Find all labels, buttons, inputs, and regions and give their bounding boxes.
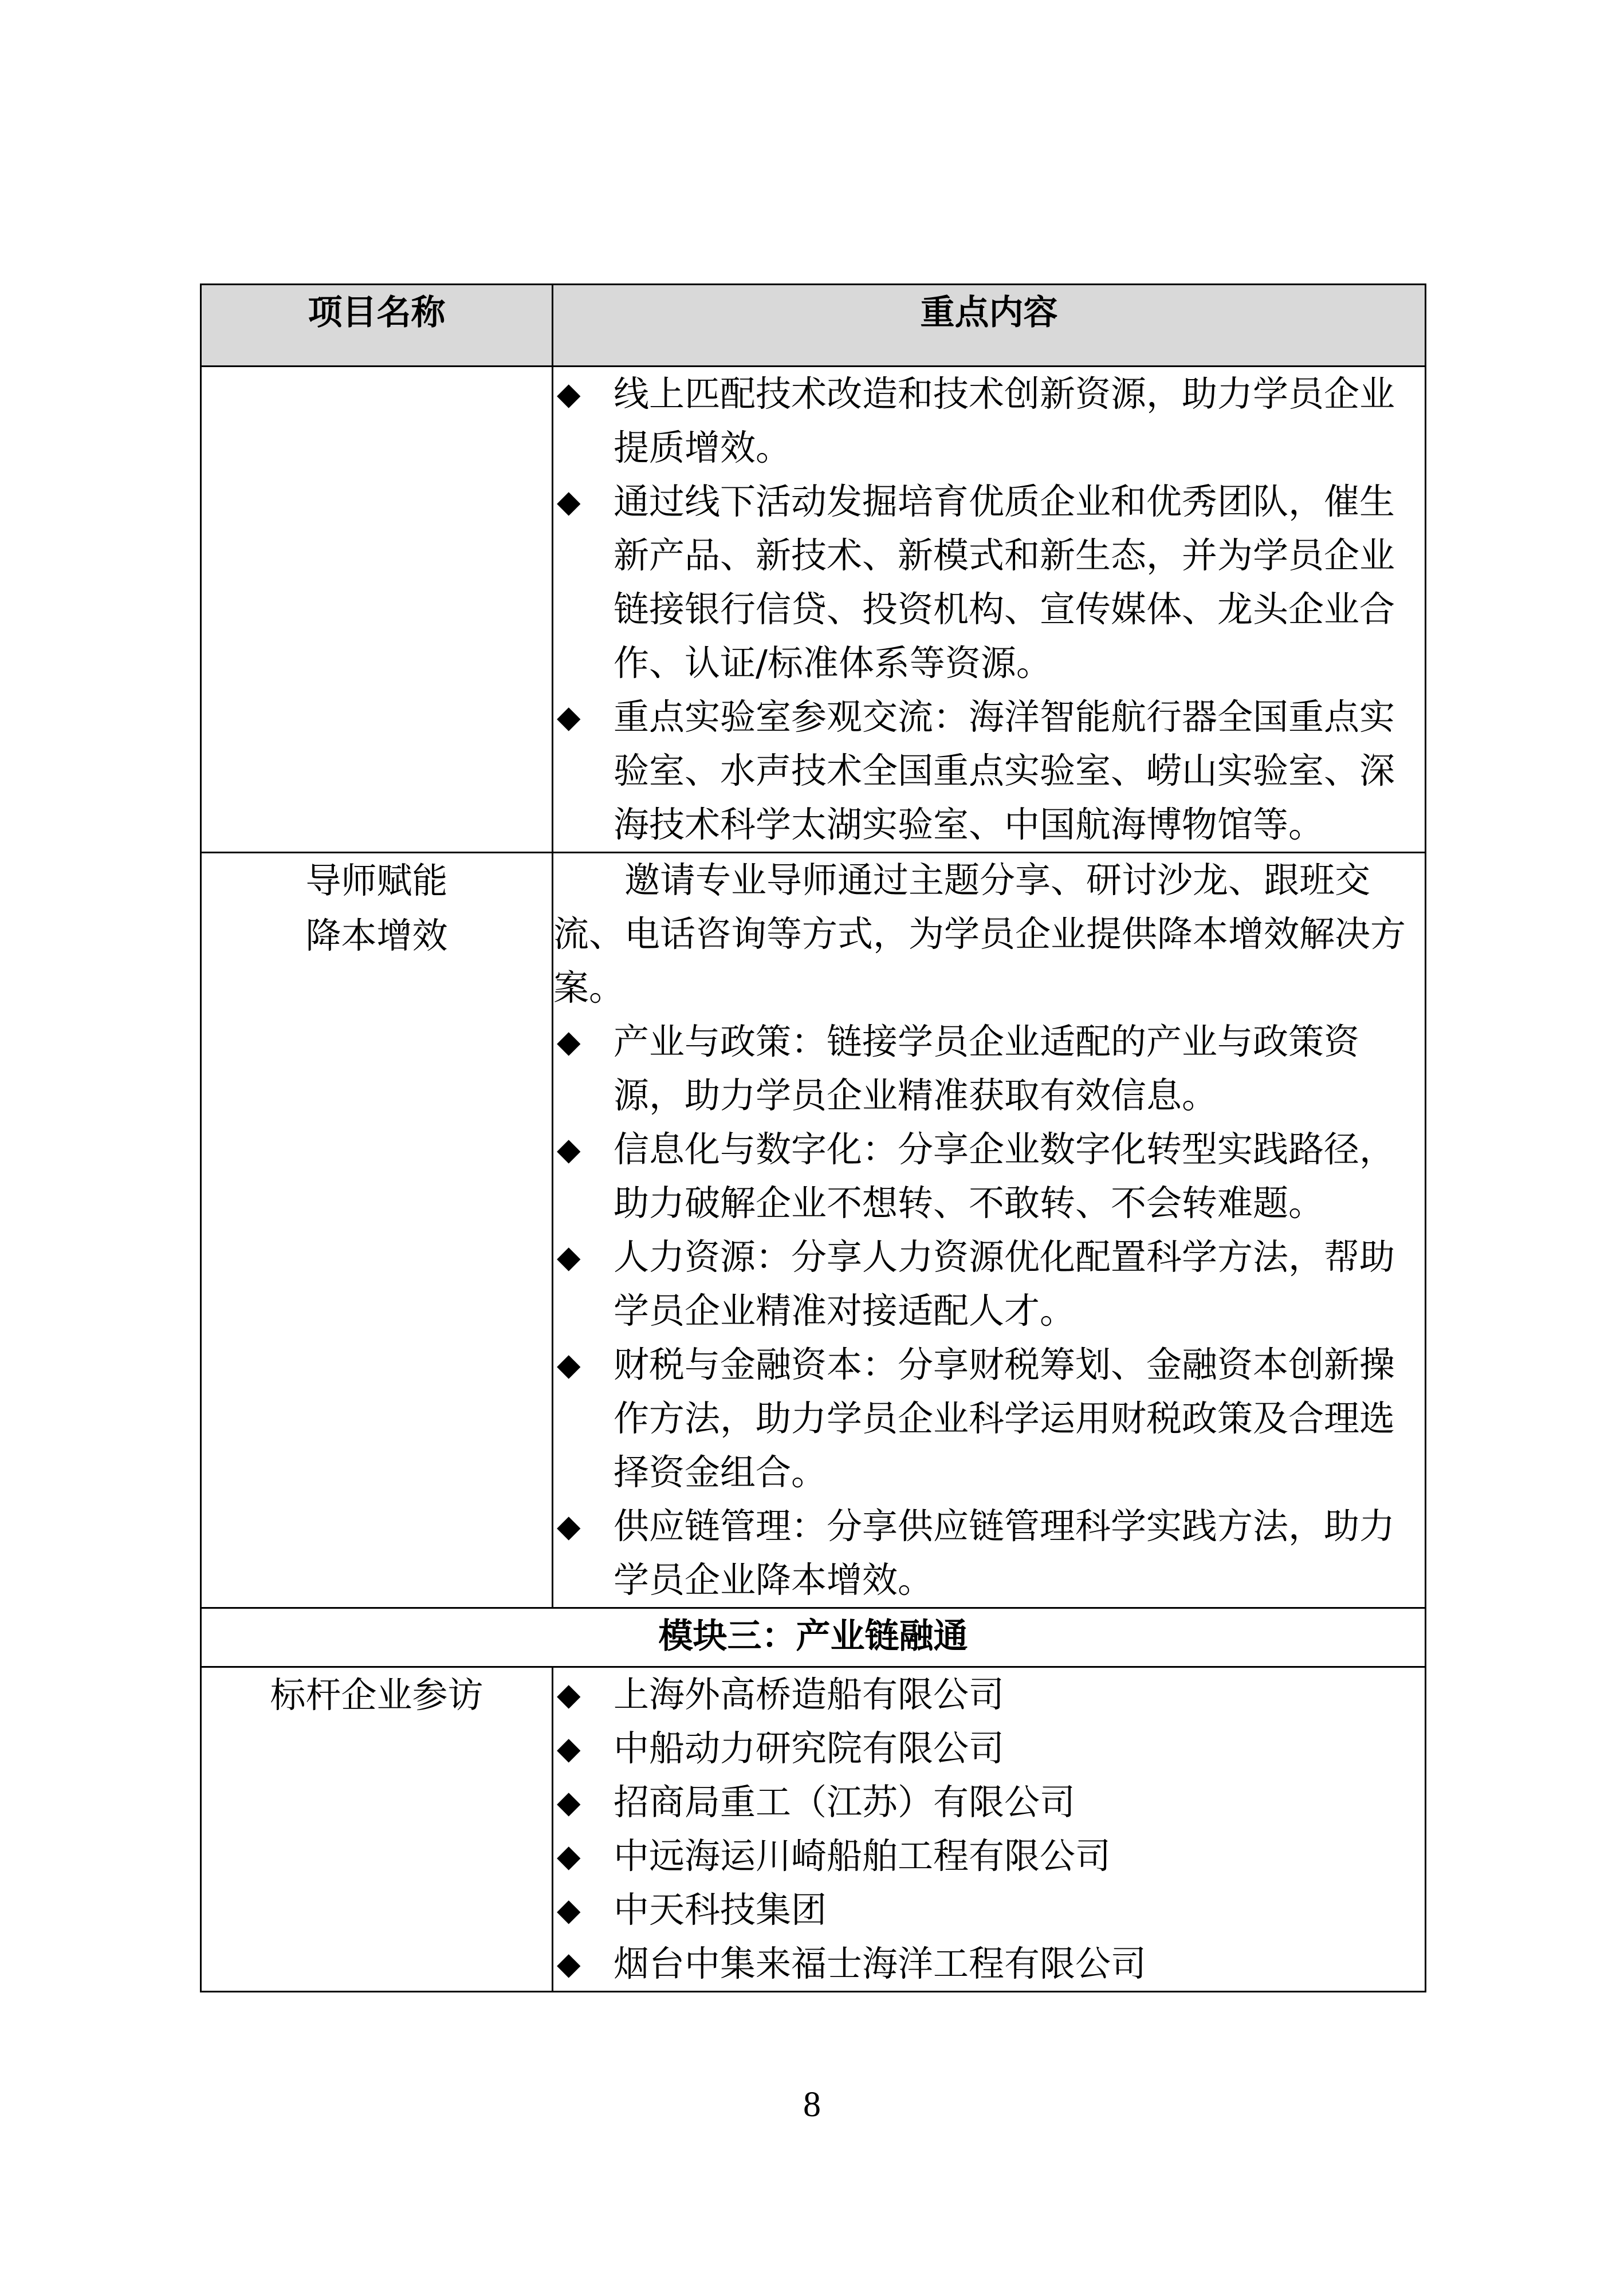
list-item: ◆ 中天科技集团: [553, 1883, 1425, 1937]
page-number: 8: [803, 2085, 821, 2124]
project-name-cell: [201, 367, 553, 853]
list-item: ◆ 中船动力研究院有限公司: [553, 1722, 1425, 1775]
header-key-content: 重点内容: [553, 285, 1426, 367]
diamond-bullet-icon: ◆: [557, 1023, 581, 1060]
content-cell: [553, 853, 1426, 1608]
list-item: ◆ 线上匹配技术改造和技术创新资源，助力学员企业提质增效。: [553, 367, 1425, 475]
table-row: [201, 367, 1426, 853]
project-name-cell: [201, 853, 553, 1608]
content-list: [553, 367, 1425, 852]
diamond-bullet-icon: ◆: [557, 699, 581, 735]
list-item: ◆ 重点实验室参观交流：海洋智能航行器全国重点实验室、水声技术全国重点实验室、崂山实验室、深海技术科学太湖实验室、中国航海博物馆等。: [553, 690, 1425, 852]
table-row: [201, 1667, 1426, 1992]
header-project-name: 项目名称: [201, 285, 553, 367]
diamond-bullet-icon: ◆: [557, 1346, 581, 1383]
list-item: ◆ 供应链管理：分享供应链管理科学实践方法，助力学员企业降本增效。: [553, 1499, 1425, 1607]
module-row: [201, 1608, 1426, 1667]
list-item: ◆ 中远海运川崎船舶工程有限公司: [553, 1829, 1425, 1883]
diamond-bullet-icon: ◆: [557, 1892, 581, 1928]
diamond-bullet-icon: ◆: [557, 1239, 581, 1275]
company-list: [553, 1668, 1425, 1991]
program-table: [200, 283, 1426, 1992]
list-item: ◆ 上海外高桥造船有限公司: [553, 1668, 1425, 1722]
project-name-line: 降本增效: [305, 915, 448, 956]
project-name-cell: 标杆企业参访: [201, 1667, 553, 1992]
module-title: 模块三：产业链融通: [201, 1608, 1426, 1667]
diamond-bullet-icon: ◆: [557, 1730, 581, 1766]
diamond-bullet-icon: ◆: [557, 376, 581, 412]
diamond-bullet-icon: ◆: [557, 1131, 581, 1167]
diamond-bullet-icon: ◆: [557, 1784, 581, 1820]
list-item: ◆ 产业与政策：链接学员企业适配的产业与政策资源，助力学员企业精准获取有效信息。: [553, 1015, 1425, 1123]
list-item: ◆ 招商局重工（江苏）有限公司: [553, 1775, 1425, 1829]
list-item: ◆ 人力资源：分享人力资源优化配置科学方法，帮助学员企业精准对接适配人才。: [553, 1230, 1425, 1338]
project-name-line: 导师赋能: [305, 860, 448, 901]
diamond-bullet-icon: ◆: [557, 1508, 581, 1544]
diamond-bullet-icon: ◆: [557, 483, 581, 519]
content-list: [553, 1015, 1425, 1607]
diamond-bullet-icon: ◆: [557, 1946, 581, 1982]
list-item: ◆ 通过线下活动发掘培育优质企业和优秀团队，催生新产品、新技术、新模式和新生态，并为学员企业链接银行信贷、投资机构、宣传媒体、龙头企业合作、认证/标准体系等资源。: [553, 475, 1425, 690]
list-item: ◆ 烟台中集来福士海洋工程有限公司: [553, 1937, 1425, 1991]
list-item: ◆ 财税与金融资本：分享财税筹划、金融资本创新操作方法，助力学员企业科学运用财税政策及合理选择资金组合。: [553, 1338, 1425, 1499]
content-cell: [553, 367, 1426, 853]
table-header-row: [201, 285, 1426, 367]
table-row: [201, 853, 1426, 1608]
diamond-bullet-icon: ◆: [557, 1838, 581, 1874]
content-intro: 邀请专业导师通过主题分享、研讨沙龙、跟班交流、电话咨询等方式，为学员企业提供降本增效解决方案。: [553, 859, 1406, 1009]
list-item: ◆ 信息化与数字化：分享企业数字化转型实践路径，助力破解企业不想转、不敢转、不会转难题。: [553, 1123, 1425, 1230]
content-cell: [553, 1667, 1426, 1992]
diamond-bullet-icon: ◆: [557, 1676, 581, 1712]
